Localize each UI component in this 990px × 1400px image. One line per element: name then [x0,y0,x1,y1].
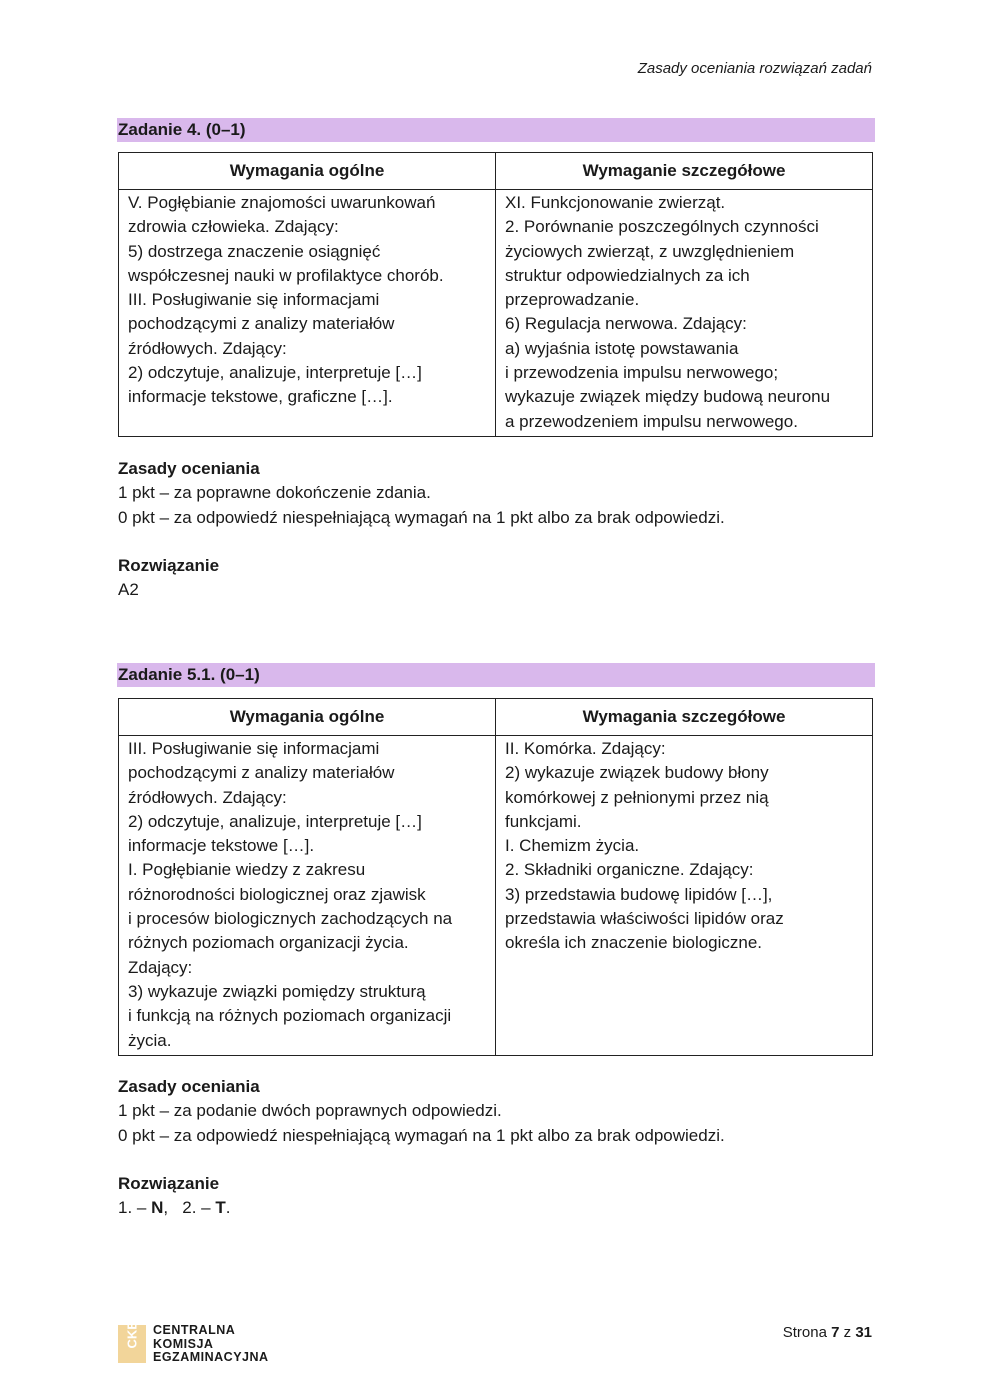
task-5-1-col-specific: Wymagania szczegółowe [496,699,873,736]
task-5-1-requirements-table [118,698,873,1056]
text-line: 2) odczytuje, analizuje, interpretuje […] [128,811,422,831]
text-line: 5) dostrzega znaczenie osiągnięć [128,241,381,261]
text-line: III. Posługiwanie się informacjami [128,739,380,758]
text-line: źródłowych. Zdający: [128,787,287,807]
page-number [783,1324,872,1341]
task-5-1-solution-heading: Rozwiązanie [118,1174,220,1193]
task-4-solution-answer: A2 [118,580,139,600]
task-4-col-general: Wymagania ogólne [119,153,496,190]
text-line: przeprowadzanie. [505,290,640,310]
task-5-1-scoring-0: 0 pkt – za odpowiedź niespełniającą wymagań na 1 pkt albo za brak odpowiedzi. [118,1125,725,1145]
task-4-title: Zadanie 4. (0–1) [117,118,875,142]
task-5-1-scoring-1: 1 pkt – za podanie dwóch poprawnych odpowiedzi. [118,1101,502,1121]
task-5-1-solution [118,1172,231,1221]
text-line: a) wyjaśnia istotę powstawania [505,338,739,358]
text-line: V. Pogłębianie znajomości uwarunkowań [128,193,436,212]
task-5-1-solution-answer [118,1196,231,1220]
text-line: 2) wykazuje związek budowy błony [505,763,769,783]
text-line: struktur odpowiedzialnych za ich [505,265,750,285]
cke-logo-mark-text: CKE [124,1321,140,1349]
task-4-solution [118,554,219,603]
text-line: informacje tekstowe, graficzne […]. [128,387,393,407]
text-line: i procesów biologicznych zachodzących na [128,909,453,929]
text-line: wykazuje związek między budową neuronu [505,387,831,407]
text-line: różnych poziomach organizacji życia. [128,933,409,953]
text-line: 2. Składniki organiczne. Zdający: [505,860,754,880]
text-line: pochodzącymi z analizy materiałów [128,314,395,334]
page-current: 7 [831,1324,840,1341]
logo-line-1: CENTRALNA [153,1323,236,1337]
task-4-col-specific: Wymaganie szczegółowe [496,153,873,190]
text-line: określa ich znaczenie biologiczne. [505,933,763,953]
text-line: XI. Funkcjonowanie zwierząt. [505,193,726,212]
cke-logo-text [153,1324,269,1365]
text-line: III. Posługiwanie się informacjami [128,290,380,310]
text-line: różnorodności biologicznej oraz zjawisk [128,884,426,904]
text-line: komórkowej z pełnionymi przez nią [505,787,769,807]
page-total: 31 [855,1324,872,1341]
logo-line-3: EGZAMINACYJNA [153,1350,269,1364]
text-line: zdrowia człowieka. Zdający: [128,217,339,237]
text-line: przedstawia właściwości lipidów oraz [505,909,784,929]
task-5-1-scoring-heading: Zasady oceniania [118,1077,260,1096]
text-line: życia. [128,1030,172,1050]
text-line: 3) wykazuje związki pomiędzy strukturą [128,981,426,1001]
task-4-specific-cell [496,190,873,437]
task-4-scoring [118,457,725,530]
text-line: 6) Regulacja nerwowa. Zdający: [505,314,747,334]
text-line: 2) odczytuje, analizuje, interpretuje […] [128,363,422,383]
text-line: funkcjami. [505,811,582,831]
text-line: 2. Porównanie poszczególnych czynności [505,217,819,237]
text-line: i przewodzenia impulsu nerwowego; [505,363,779,383]
task-5-1-specific-cell [496,736,873,1056]
task-4-solution-heading: Rozwiązanie [118,556,220,575]
task-4-scoring-heading: Zasady oceniania [118,459,260,478]
answer-1-value: N [151,1198,164,1218]
task-5-1-col-general: Wymagania ogólne [119,699,496,736]
task-4-scoring-0: 0 pkt – za odpowiedź niespełniającą wymagań na 1 pkt albo za brak odpowiedzi. [118,507,725,527]
text-line: 3) przedstawia budowę lipidów […], [505,884,773,904]
answer-1-number: 1. – [118,1198,152,1218]
answer-end: . [225,1198,231,1218]
task-4-scoring-1: 1 pkt – za poprawne dokończenie zdania. [118,483,431,503]
text-line: pochodzącymi z analizy materiałów [128,763,395,783]
text-line: a przewodzeniem impulsu nerwowego. [505,411,798,431]
logo-line-2: KOMISJA [153,1336,214,1351]
cke-logo [118,1321,269,1365]
answer-2-value: T [215,1198,226,1218]
text-line: źródłowych. Zdający: [128,338,287,358]
task-4-general-cell [119,190,496,437]
task-4-requirements-table [118,152,873,437]
page-prefix: Strona [782,1324,832,1341]
text-line: I. Pogłębianie wiedzy z zakresu [128,860,366,880]
text-line: życiowych zwierząt, z uwzględnieniem [505,241,795,261]
text-line: współczesnej nauki w profilaktyce chorób. [128,265,444,285]
text-line: I. Chemizm życia. [505,836,640,856]
page-mid: z [839,1324,856,1341]
task-5-1-title: Zadanie 5.1. (0–1) [117,663,875,687]
answer-2-number: 2. – [182,1198,216,1218]
text-line: Zdający: [128,957,193,977]
text-line: informacje tekstowe […]. [128,836,315,856]
cke-logo-mark-icon [118,1321,146,1363]
text-line: i funkcją na różnych poziomach organizacji [128,1006,452,1026]
task-5-1-general-cell [119,736,496,1056]
text-line: II. Komórka. Zdający: [505,739,666,758]
task-5-1-scoring [118,1075,725,1148]
header-note: Zasady oceniania rozwiązań zadań [637,60,872,77]
answer-separator: , [163,1198,183,1218]
